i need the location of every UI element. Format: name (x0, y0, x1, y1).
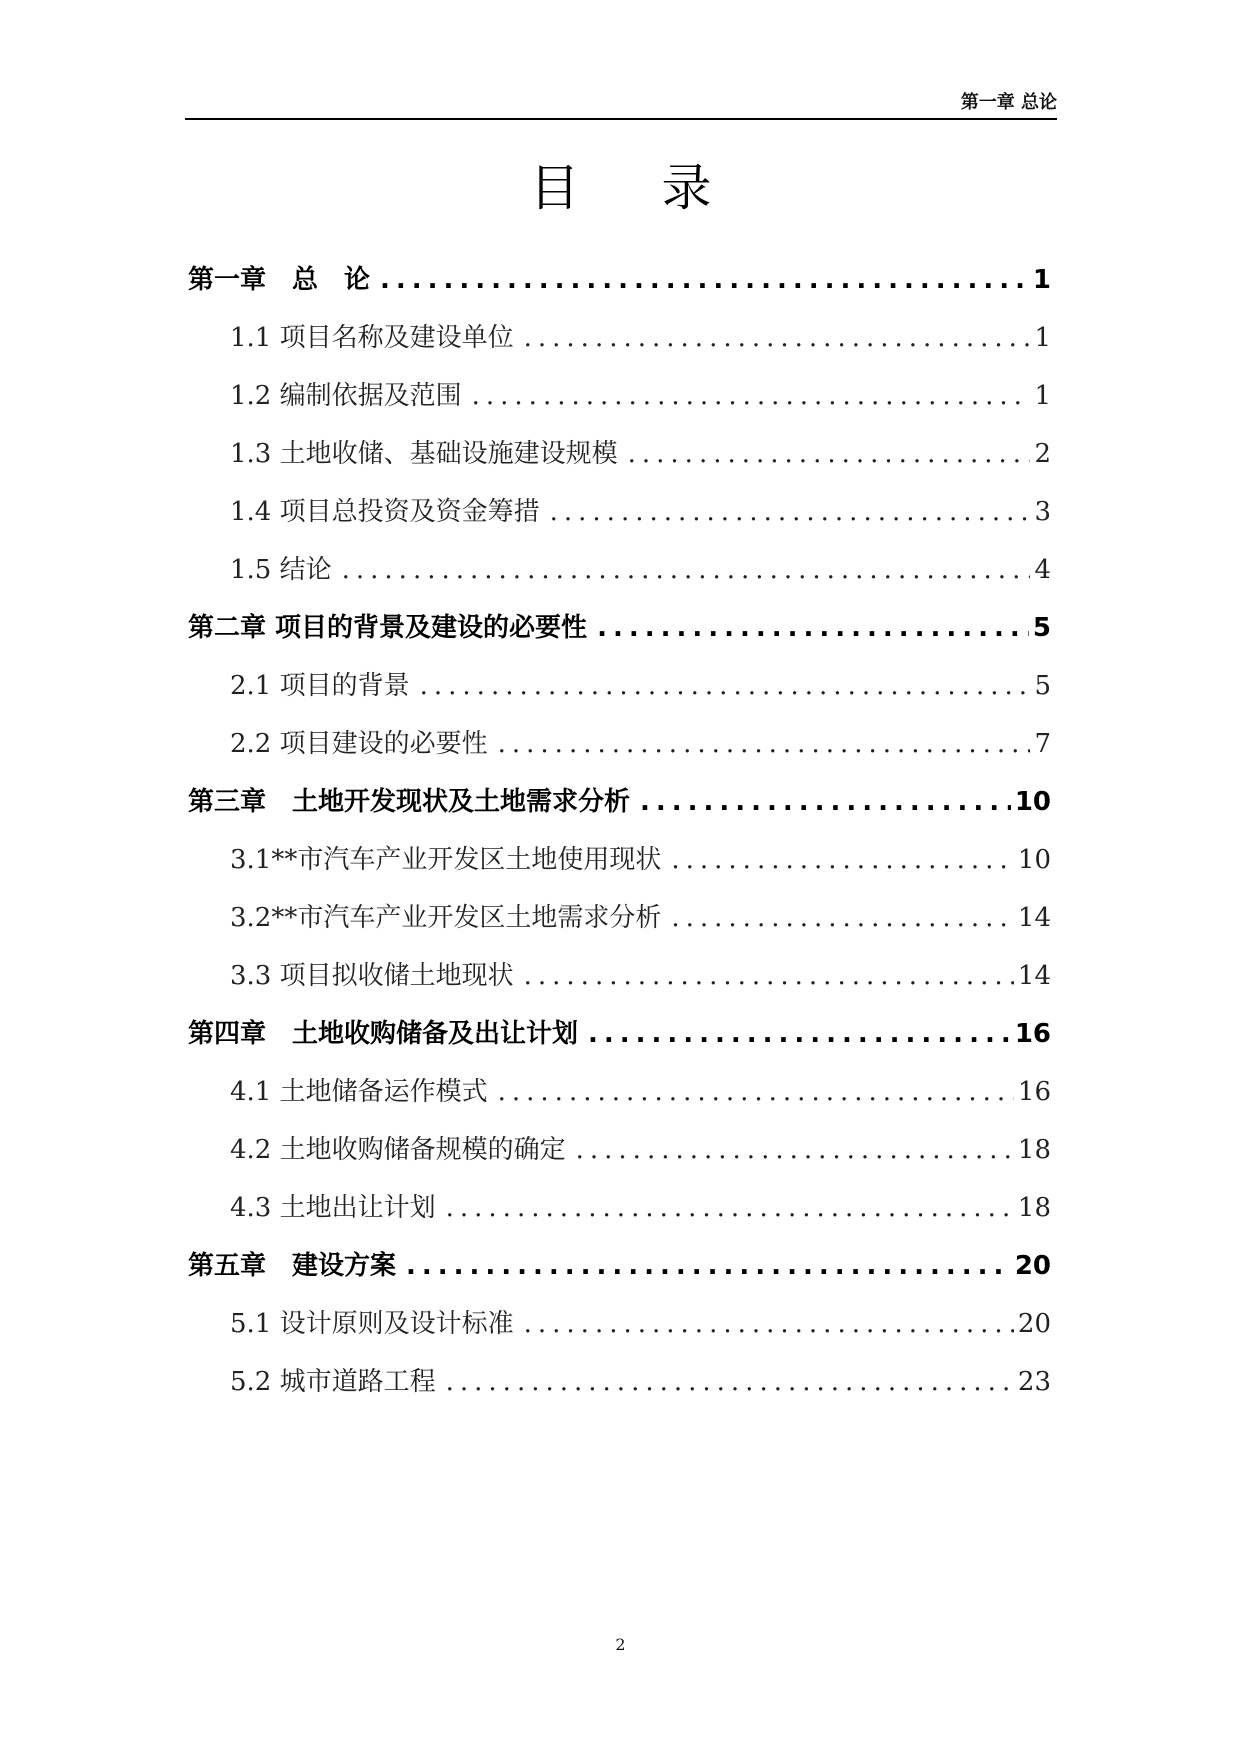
toc-leader (576, 1130, 1014, 1170)
toc-entry-section-5-2[interactable] (230, 1362, 1051, 1402)
toc-entry-text: 第五章 建设方案 (188, 1251, 397, 1281)
toc-leader (671, 898, 1014, 938)
toc-page-number: 20 (1017, 1309, 1051, 1339)
toc-page-number: 16 (1014, 1019, 1051, 1049)
toc-page-number: 18 (1017, 1135, 1051, 1165)
toc-entry-text: 2.2 项目建设的必要性 (230, 729, 488, 759)
toc-entry-text: 4.2 土地收购储备规模的确定 (230, 1135, 566, 1165)
toc-leader (524, 956, 1014, 996)
toc-leader (472, 376, 1031, 416)
toc-leader (628, 434, 1031, 474)
toc-entry-section-3-1[interactable] (230, 840, 1051, 880)
toc-entry-text: 1.4 项目总投资及资金筹措 (230, 497, 540, 527)
toc-page-number: 1 (1034, 323, 1051, 353)
toc-entry-text: 第二章 项目的背景及建设的必要性 (188, 613, 588, 643)
toc-page-number: 7 (1034, 729, 1051, 759)
toc-entry-text: 5.1 设计原则及设计标准 (230, 1309, 514, 1339)
toc-entry-text: 1.3 土地收储、基础设施建设规模 (230, 439, 618, 469)
toc-leader (640, 782, 1011, 822)
toc-leader (420, 666, 1031, 706)
toc-entry-section-1-5[interactable] (230, 550, 1051, 590)
toc-entry-chapter-3[interactable] (188, 782, 1051, 822)
toc-leader (524, 318, 1031, 358)
toc-entry-text: 3.3 项目拟收储土地现状 (230, 961, 514, 991)
toc-entry-chapter-2[interactable] (188, 608, 1051, 648)
toc-entry-section-1-2[interactable] (230, 376, 1051, 416)
toc-entry-text: 第三章 土地开发现状及土地需求分析 (188, 787, 631, 817)
toc-entry-section-4-2[interactable] (230, 1130, 1051, 1170)
toc-entry-text: 1.2 编制依据及范围 (230, 381, 462, 411)
toc-entry-section-4-1[interactable] (230, 1072, 1051, 1112)
toc-entry-chapter-4[interactable] (188, 1014, 1051, 1054)
toc-leader (588, 1014, 1011, 1054)
toc-entry-text: 3.1**市汽车产业开发区土地使用现状 (230, 845, 662, 875)
toc-entry-text: 5.2 城市道路工程 (230, 1367, 436, 1397)
toc-entry-text: 第四章 土地收购储备及出让计划 (188, 1019, 579, 1049)
toc-page-number: 14 (1017, 961, 1051, 991)
toc-page-number: 5 (1034, 671, 1051, 701)
toc-page-number: 14 (1017, 903, 1051, 933)
toc-leader (380, 260, 1029, 300)
toc-page-number: 2 (1034, 439, 1051, 469)
toc-title: 目录 (529, 159, 794, 217)
toc-entry-section-5-1[interactable] (230, 1304, 1051, 1344)
toc-leader (597, 608, 1029, 648)
toc-page-number: 18 (1017, 1193, 1051, 1223)
toc-page-number: 10 (1014, 787, 1051, 817)
toc-leader (550, 492, 1031, 532)
toc-page-number: 4 (1034, 555, 1051, 585)
toc-entry-section-3-3[interactable] (230, 956, 1051, 996)
toc-leader (671, 840, 1014, 880)
toc-page-number: 16 (1017, 1077, 1051, 1107)
toc-entry-text: 第一章 总 论 (188, 265, 371, 295)
toc-page-number: 1 (1034, 381, 1051, 411)
toc-entry-text: 1.1 项目名称及建设单位 (230, 323, 514, 353)
toc-entry-section-1-1[interactable] (230, 318, 1051, 358)
toc-page-number: 10 (1017, 845, 1051, 875)
toc-leader (342, 550, 1031, 590)
toc-entry-section-1-4[interactable] (230, 492, 1051, 532)
toc-entry-chapter-1[interactable] (188, 260, 1051, 300)
toc-page-number: 20 (1014, 1251, 1051, 1281)
running-header: 第一章 总论 (960, 92, 1057, 113)
page-number: 2 (615, 1635, 626, 1654)
toc-entry-text: 2.1 项目的背景 (230, 671, 410, 701)
toc-entry-text: 4.1 土地储备运作模式 (230, 1077, 488, 1107)
toc-entry-text: 3.2**市汽车产业开发区土地需求分析 (230, 903, 662, 933)
toc-entry-section-1-3[interactable] (230, 434, 1051, 474)
toc-page-number: 3 (1034, 497, 1051, 527)
toc-page-number: 23 (1017, 1367, 1051, 1397)
toc-entry-text: 1.5 结论 (230, 555, 332, 585)
toc-entry-section-2-1[interactable] (230, 666, 1051, 706)
toc-leader (446, 1362, 1014, 1402)
toc-leader (524, 1304, 1014, 1344)
toc-entry-section-2-2[interactable] (230, 724, 1051, 764)
toc-leader (498, 724, 1031, 764)
toc-page-number: 5 (1032, 613, 1051, 643)
toc-entry-text: 4.3 土地出让计划 (230, 1193, 436, 1223)
toc-leader (498, 1072, 1014, 1112)
toc-entry-chapter-5[interactable] (188, 1246, 1051, 1286)
toc-leader (446, 1188, 1014, 1228)
toc-leader (406, 1246, 1011, 1286)
toc-page-number: 1 (1032, 265, 1051, 295)
toc-entry-section-4-3[interactable] (230, 1188, 1051, 1228)
toc-entry-section-3-2[interactable] (230, 898, 1051, 938)
